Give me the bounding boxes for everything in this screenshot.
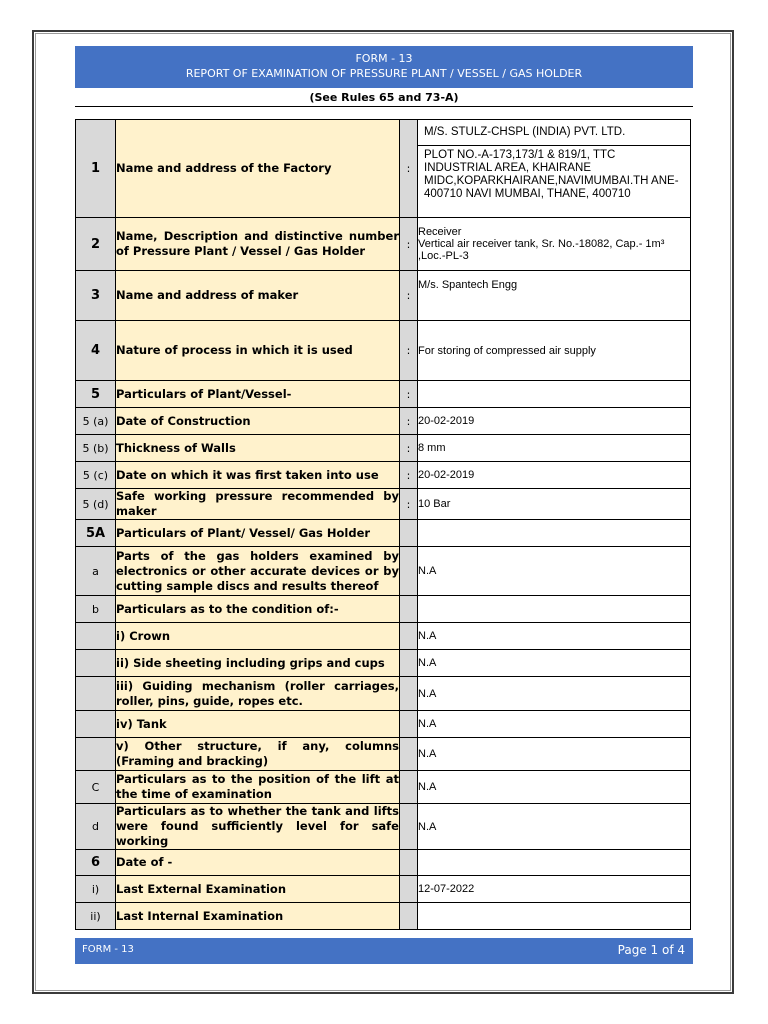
row-value [418,596,691,623]
row-number: b [76,596,116,623]
row-label: Name, Description and distinctive number of Pressure Plant / Vessel / Gas Holder [116,218,400,271]
row-number: d [76,804,116,850]
row-label: Last Internal Examination [116,903,400,930]
row-number: i) [76,876,116,903]
form-row-a [76,547,691,596]
form-row-tank [76,711,691,738]
row-colon: : [400,435,418,462]
row-number: 5 (c) [76,462,116,489]
row-colon: : [400,271,418,321]
row-number [76,711,116,738]
form-row-5 [76,381,691,408]
row-label: ii) Side sheeting including grips and cups [116,650,400,677]
row-label: Particulars of Plant/ Vessel/ Gas Holder [116,520,400,547]
form-row-d [76,804,691,850]
form-row-6 [76,850,691,876]
form-row-5a [76,408,691,435]
form-row-5A [76,520,691,547]
row-value: N.A [418,623,691,650]
row-number: 4 [76,321,116,381]
row-number: 5 (a) [76,408,116,435]
row-value: N.A [418,547,691,596]
row-number: 2 [76,218,116,271]
row-number: ii) [76,903,116,930]
row-value: 20-02-2019 [418,408,691,435]
row-label: i) Crown [116,623,400,650]
row-number: 5 (d) [76,489,116,520]
row-value: N.A [418,711,691,738]
row-colon: : [400,321,418,381]
form-row-last-external [76,876,691,903]
row-colon [400,677,418,711]
row-value: 20-02-2019 [418,462,691,489]
row-label: Thickness of Walls [116,435,400,462]
row-label: Particulars as to the position of the lift at the time of examination [116,771,400,804]
factory-value-cell [418,120,691,218]
row-number: 5 (b) [76,435,116,462]
row-colon: : [400,462,418,489]
row-number: 1 [76,120,116,218]
row-number [76,650,116,677]
row-value [418,903,691,930]
row-value: N.A [418,771,691,804]
row-number: 5A [76,520,116,547]
row-number [76,738,116,771]
row-label: Parts of the gas holders examined by electronics or other accurate devices or by cutting sample discs and results thereof [116,547,400,596]
header-divider [75,106,693,107]
row-label: Nature of process in which it is used [116,321,400,381]
row-number: 6 [76,850,116,876]
row-number [76,623,116,650]
factory-address: PLOT NO.-A-173,173/1 & 819/1, TTC INDUSTRIAL AREA, KHAIRANE MIDC,KOPARKHAIRANE,NAVIMUMBAI.TH ANE-400710 NAVI MUMBAI, THANE, 400710 [424,149,679,200]
row-label: v) Other structure, if any, columns (Framing and bracking) [116,738,400,771]
form-row-5d [76,489,691,520]
row-colon: : [400,381,418,408]
row-value: N.A [418,738,691,771]
form-row-last-internal [76,903,691,930]
footer-form-label: FORM - 13 [82,944,134,955]
row-label: Date on which it was first taken into use [116,462,400,489]
row-colon [400,547,418,596]
form-row-other-structure [76,738,691,771]
row-value: N.A [418,677,691,711]
row-label: Safe working pressure recommended by maker [116,489,399,518]
row-colon [400,711,418,738]
row-value: 12-07-2022 [418,876,691,903]
row-colon [400,650,418,677]
form-row-guiding [76,677,691,711]
row-value: N.A [418,650,691,677]
row-label: Last External Examination [116,876,400,903]
vessel-description: Vertical air receiver tank, Sr. No.-18082, Cap.- 1m³ ,Loc.-PL-3 [418,238,665,262]
row-colon [400,804,418,850]
form-row-4 [76,321,691,381]
form-row-2 [76,218,691,271]
row-value [418,850,691,876]
page-footer [75,938,693,964]
row-colon [400,623,418,650]
examination-form-table [75,119,691,930]
row-label: iv) Tank [116,711,400,738]
form-row-b [76,596,691,623]
form-row-side-sheeting [76,650,691,677]
row-value: M/s. Spantech Engg [418,271,691,321]
row-label: Particulars as to whether the tank and lifts were found sufficiently level for safe working [116,804,399,848]
row-number [76,677,116,711]
row-number: a [76,547,116,596]
row-colon [400,850,418,876]
vessel-type: Receiver [418,226,462,238]
form-row-3 [76,271,691,321]
row-label: Date of - [116,850,400,876]
row-value: 10 Bar [418,489,691,520]
row-label: Date of Construction [116,408,400,435]
row-number: 5 [76,381,116,408]
row-number: 3 [76,271,116,321]
row-value: For storing of compressed air supply [418,321,691,381]
form-row-c [76,771,691,804]
form-row-5b [76,435,691,462]
row-colon: : [400,408,418,435]
row-label: Name and address of maker [116,271,400,321]
row-number: C [76,771,116,804]
row-label: Particulars of Plant/Vessel- [116,381,400,408]
row-label: Name and address of the Factory [116,120,400,218]
row-colon: : [400,120,418,218]
rules-reference: (See Rules 65 and 73-A) [309,91,459,104]
row-colon [400,876,418,903]
factory-name: M/S. STULZ-CHSPL (INDIA) PVT. LTD. [418,120,690,146]
vessel-description-cell [418,218,691,271]
row-colon [400,738,418,771]
form-row-1 [76,120,691,218]
form-row-5c [76,462,691,489]
form-title: REPORT OF EXAMINATION OF PRESSURE PLANT / VESSEL / GAS HOLDER [185,67,583,80]
row-value [418,520,691,547]
row-value: 8 mm [418,435,691,462]
row-colon [400,903,418,930]
row-value: N.A [418,804,691,850]
row-colon: : [400,218,418,271]
form-header-band [75,46,693,88]
form-row-crown [76,623,691,650]
row-colon [400,596,418,623]
row-label: iii) Guiding mechanism (roller carriages, roller, pins, guide, ropes etc. [116,677,400,711]
page-number: Page 1 of 4 [617,943,685,957]
row-colon [400,771,418,804]
row-colon: : [400,489,418,520]
row-colon [400,520,418,547]
row-label: Particulars as to the condition of:- [116,596,400,623]
row-value [418,381,691,408]
form-number: FORM - 13 [355,52,413,65]
